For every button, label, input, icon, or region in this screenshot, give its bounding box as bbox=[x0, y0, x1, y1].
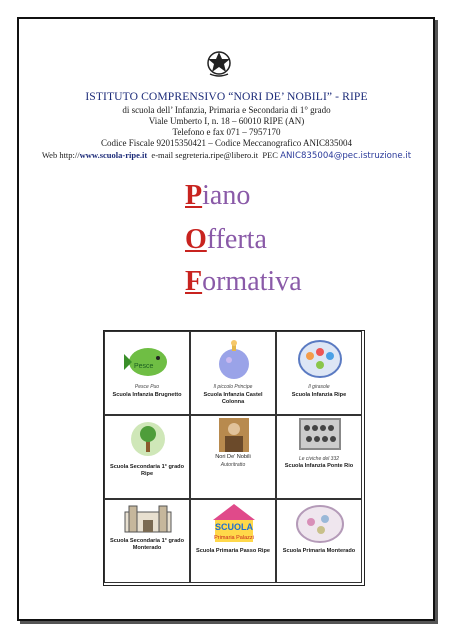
contact-line bbox=[0, 150, 453, 162]
republic-emblem-icon bbox=[206, 50, 232, 78]
title-offerta bbox=[185, 224, 267, 256]
title-piano bbox=[185, 180, 250, 212]
school-label: Scuola Infanzia Ripe bbox=[291, 392, 347, 398]
institute-address: Viale Umberto I, n. 18 – 60010 RIPE (AN) bbox=[148, 116, 305, 126]
school-cell bbox=[276, 331, 362, 415]
title-formativa bbox=[185, 266, 302, 298]
svg-text:SCUOLA: SCUOLA bbox=[215, 522, 253, 532]
school-cell bbox=[276, 415, 362, 499]
title-rest-offerta: fferta bbox=[206, 224, 267, 255]
institute-phone: Telefono e fax 071 – 7957170 bbox=[172, 127, 281, 137]
scuola-house-logo-icon bbox=[209, 502, 259, 544]
title-rest-piano: iano bbox=[202, 180, 251, 211]
email-link[interactable]: segreteria.ripe@libero.it bbox=[175, 150, 259, 160]
school-cell bbox=[190, 331, 276, 415]
pec-link[interactable]: ANIC835004@pec.istruzione.it bbox=[280, 151, 412, 161]
web-link[interactable]: www.scuola-ripe.it bbox=[79, 150, 148, 160]
school-cell bbox=[190, 499, 276, 583]
web-label: Web http:// bbox=[41, 150, 80, 160]
school-label: Scuola Infanzia Brugnetto bbox=[112, 392, 182, 398]
school-caption: Il piccolo Principe bbox=[213, 384, 253, 390]
school-label: Scuola Secondaria 1° grado Monterado bbox=[109, 538, 185, 551]
fish-tree-logo-icon bbox=[124, 340, 170, 380]
kids-circle-logo-icon bbox=[296, 338, 344, 380]
school-caption: Le civiche del 332 bbox=[298, 456, 340, 462]
institute-name: ISTITUTO COMPRENSIVO “NORI DE’ NOBILI” - RIPE bbox=[85, 90, 368, 103]
svg-text:Pesce: Pesce bbox=[134, 363, 154, 370]
pec-label: PEC bbox=[262, 150, 278, 160]
email-label: e-mail bbox=[151, 150, 174, 160]
school-cell bbox=[104, 331, 190, 415]
school-caption: Autoritratto bbox=[220, 462, 246, 468]
schools-grid bbox=[103, 330, 365, 586]
castle-drawing-icon bbox=[123, 504, 173, 534]
school-cell bbox=[190, 415, 276, 499]
round-drawing-icon bbox=[295, 504, 345, 544]
school-label: Scuola Secondaria 1° grado Ripe bbox=[109, 464, 185, 477]
class-photo-icon bbox=[299, 418, 341, 450]
school-caption: Pesce Puo bbox=[134, 384, 160, 390]
school-label: Scuola Primaria Monterado bbox=[282, 548, 356, 554]
school-cell bbox=[276, 499, 362, 583]
school-label: Nori De’ Nobili bbox=[215, 454, 251, 460]
title-rest-formativa: ormativa bbox=[202, 266, 302, 297]
school-label: Scuola Infanzia Castel Colonna bbox=[203, 392, 263, 405]
portrait-painting-icon bbox=[219, 418, 249, 452]
title-cap-p: P bbox=[185, 180, 203, 211]
svg-text:Primaria Palazzi: Primaria Palazzi bbox=[214, 535, 254, 541]
tree-logo-icon bbox=[129, 420, 167, 458]
school-label: Scuola Primaria Passo Ripe bbox=[196, 548, 270, 554]
title-cap-o: O bbox=[185, 224, 207, 255]
school-cell bbox=[104, 415, 190, 499]
institute-codes: Codice Fiscale 92015350421 – Codice Meccanografico ANIC835004 bbox=[101, 138, 352, 148]
school-cell bbox=[104, 499, 190, 583]
institute-subtitle: di scuola dell’ Infanzia, Primaria e Secondaria di 1° grado bbox=[122, 105, 331, 115]
little-prince-planet-icon bbox=[211, 338, 257, 380]
school-label: Scuola Infanzia Ponte Rio bbox=[284, 463, 354, 469]
school-caption: Il girasole bbox=[308, 384, 330, 390]
title-cap-f: F bbox=[185, 266, 203, 297]
institute-header bbox=[0, 90, 453, 162]
